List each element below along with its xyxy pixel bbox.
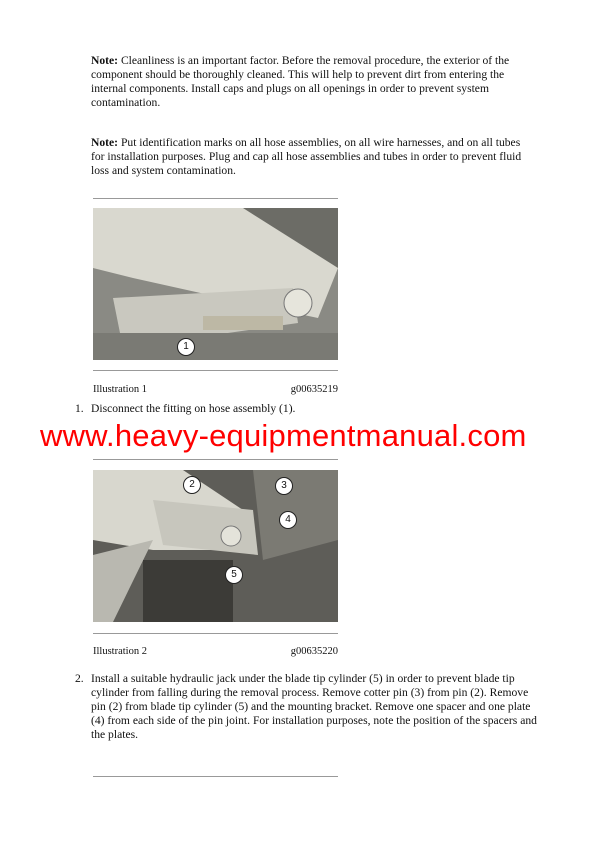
divider	[93, 198, 338, 199]
step-2: 2. Install a suitable hydraulic jack under the blade tip cylinder (5) in order to prevent blade tip cylinder from falling during the removal process. Remove cotter pin (3) from pin (2). Remove pin (2) from blade tip cylinder (5) and the mounting bracket. Remove one spacer and one plate (4) from each side of the pin joint. For installation purposes, note the position of the spacers and the plates.	[75, 672, 537, 741]
watermark: www.heavy-equipmentmanual.com	[40, 418, 527, 453]
callout-1: 1	[177, 338, 195, 356]
callout-4: 4	[279, 511, 297, 529]
divider	[93, 633, 338, 634]
callout-2: 2	[183, 476, 201, 494]
step-1: 1. Disconnect the fitting on hose assembly (1).	[75, 402, 296, 415]
illustration-1-caption: Illustration 1 g00635219	[93, 384, 338, 395]
callout-3: 3	[275, 477, 293, 495]
divider	[93, 370, 338, 371]
divider	[93, 459, 338, 460]
illustration-2-caption: Illustration 2 g00635220	[93, 646, 338, 657]
illustration-2-photo	[93, 470, 338, 622]
divider	[93, 776, 338, 777]
illustration-1-photo	[93, 208, 338, 360]
note-cleanliness: Note: Cleanliness is an important factor. Before the removal procedure, the exterior of the component should be thoroughly cleaned. This will help to prevent dirt from entering the internal components. Install caps and plugs on all openings in order to prevent system contamination.	[91, 54, 510, 109]
callout-5: 5	[225, 566, 243, 584]
note-identification: Note: Put identification marks on all hose assemblies, on all wire harnesses, and on all tubes for installation purposes. Plug and cap all hose assemblies and tubes in order to prevent fluid loss and system contamination.	[91, 136, 522, 177]
